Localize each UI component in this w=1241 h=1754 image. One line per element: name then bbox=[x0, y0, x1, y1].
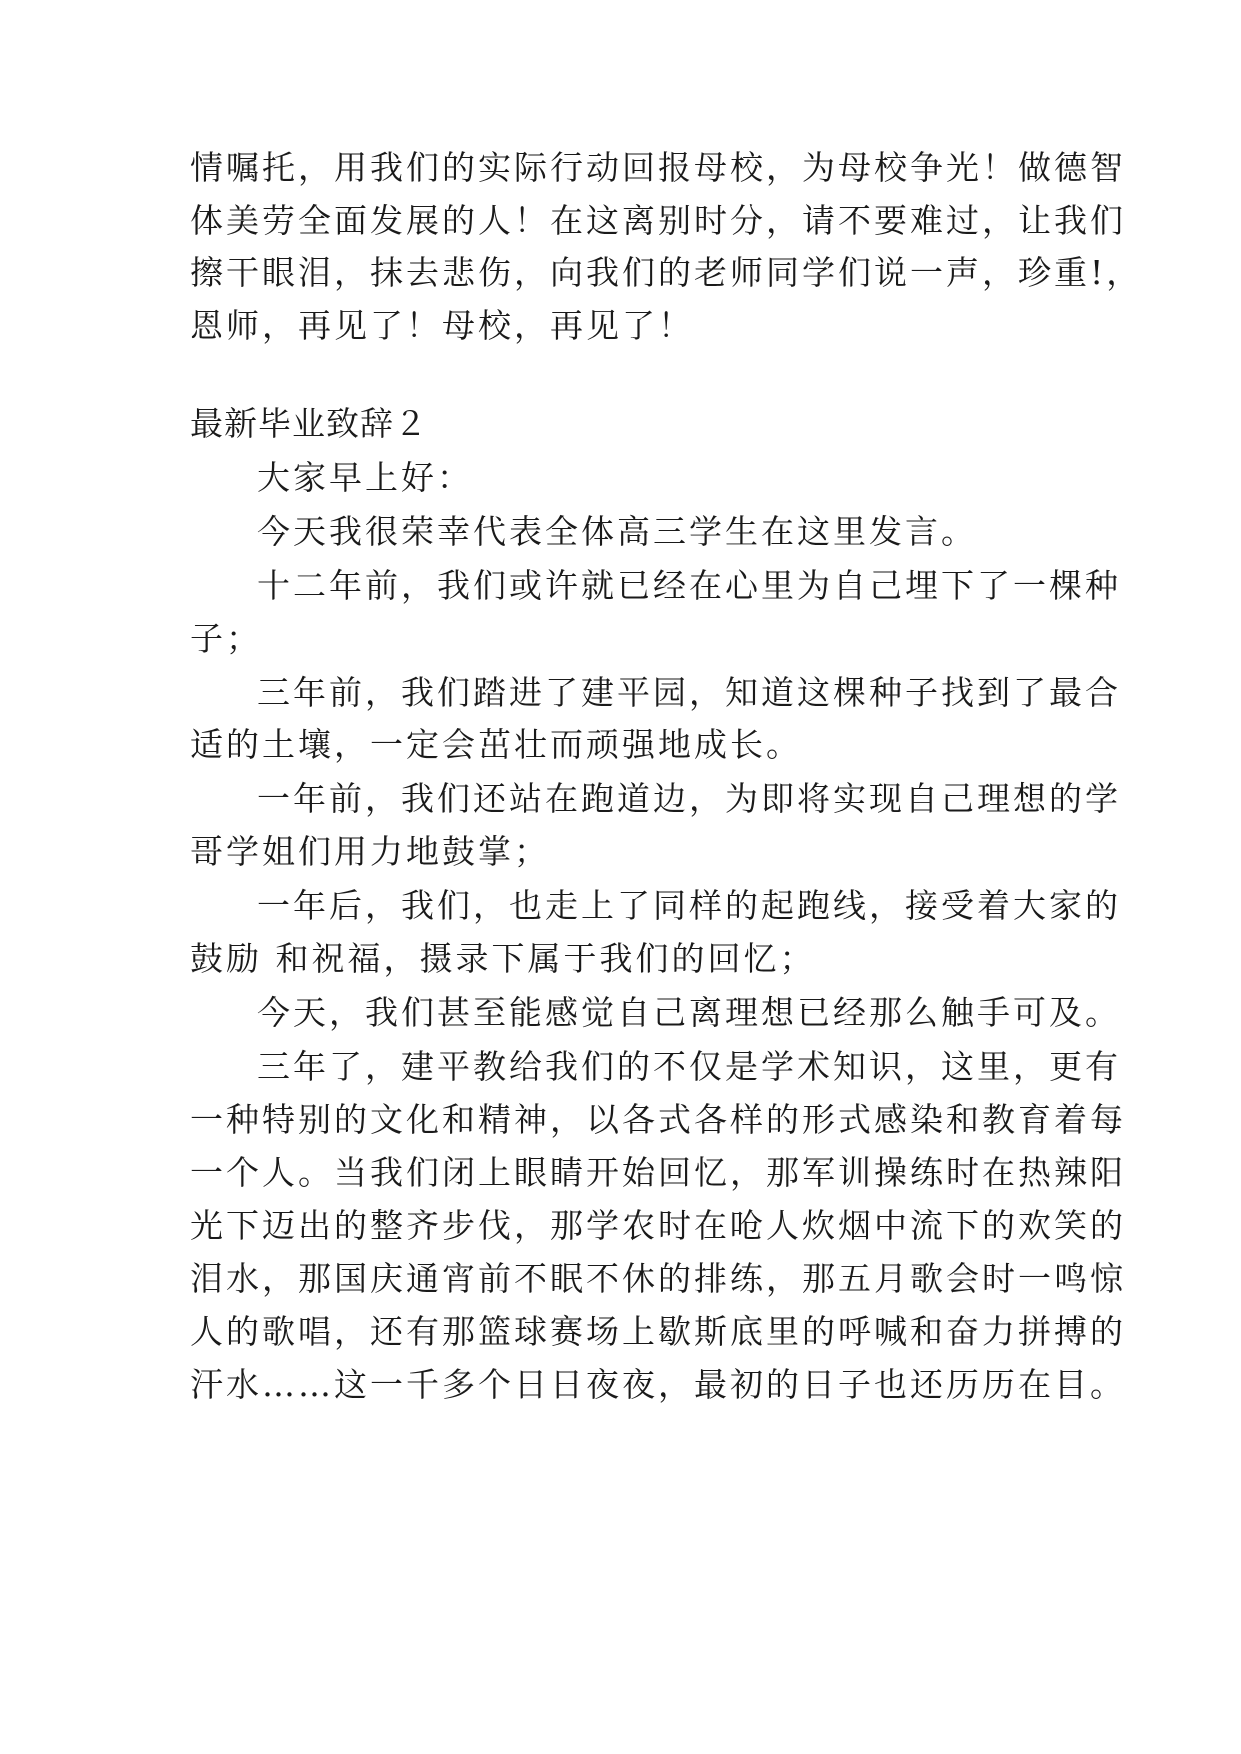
paragraph-2-line-1: 今天我很荣幸代表全体高三学生在这里发言。 bbox=[257, 512, 977, 551]
section-title: 最新毕业致辞２ bbox=[190, 404, 428, 443]
paragraph-1-line-3: 擦干眼泪，抹去悲伤，向我们的老师同学们说一声，珍重!， bbox=[190, 253, 1143, 292]
paragraph-4-line-1: 三年前，我们踏进了建平园，知道这棵种子找到了最合 bbox=[257, 673, 1121, 712]
paragraph-1-line-1: 情嘱托，用我们的实际行动回报母校，为母校争光！做德智 bbox=[190, 148, 1126, 187]
paragraph-8-line-2: 一种特别的文化和精神，以各式各样的形式感染和教育着每 bbox=[190, 1100, 1126, 1139]
paragraph-6-line-1: 一年后，我们，也走上了同样的起跑线，接受着大家的 bbox=[257, 886, 1121, 925]
paragraph-1-line-2: 体美劳全面发展的人！在这离别时分，请不要难过，让我们 bbox=[190, 201, 1126, 240]
paragraph-1-line-4: 恩师，再见了！母校，再见了！ bbox=[190, 306, 694, 345]
paragraph-8-line-1: 三年了，建平教给我们的不仅是学术知识，这里，更有 bbox=[257, 1047, 1121, 1086]
paragraph-3-line-2: 子； bbox=[190, 619, 262, 658]
greeting: 大家早上好： bbox=[257, 458, 473, 497]
paragraph-3-line-1: 十二年前，我们或许就已经在心里为自己埋下了一棵种 bbox=[257, 566, 1121, 605]
paragraph-5-line-1: 一年前，我们还站在跑道边，为即将实现自己理想的学 bbox=[257, 779, 1121, 818]
paragraph-8-line-3: 一个人。当我们闭上眼睛开始回忆，那军训操练时在热辣阳 bbox=[190, 1153, 1126, 1192]
paragraph-8-line-6: 人的歌唱，还有那篮球赛场上歇斯底里的呼喊和奋力拼搏的 bbox=[190, 1312, 1126, 1351]
paragraph-5-line-2: 哥学姐们用力地鼓掌； bbox=[190, 832, 550, 871]
paragraph-4-line-2: 适的土壤，一定会茁壮而顽强地成长。 bbox=[190, 725, 802, 764]
paragraph-8-line-5: 泪水，那国庆通宵前不眠不休的排练，那五月歌会时一鸣惊 bbox=[190, 1259, 1126, 1298]
paragraph-6-line-2: 鼓励 和祝福，摄录下属于我们的回忆； bbox=[190, 939, 816, 978]
paragraph-8-line-4: 光下迈出的整齐步伐，那学农时在呛人炊烟中流下的欢笑的 bbox=[190, 1206, 1126, 1245]
paragraph-8-line-7: 汗水……这一千多个日日夜夜，最初的日子也还历历在目。 bbox=[190, 1365, 1126, 1404]
paragraph-7-line-1: 今天，我们甚至能感觉自己离理想已经那么触手可及。 bbox=[257, 993, 1121, 1032]
